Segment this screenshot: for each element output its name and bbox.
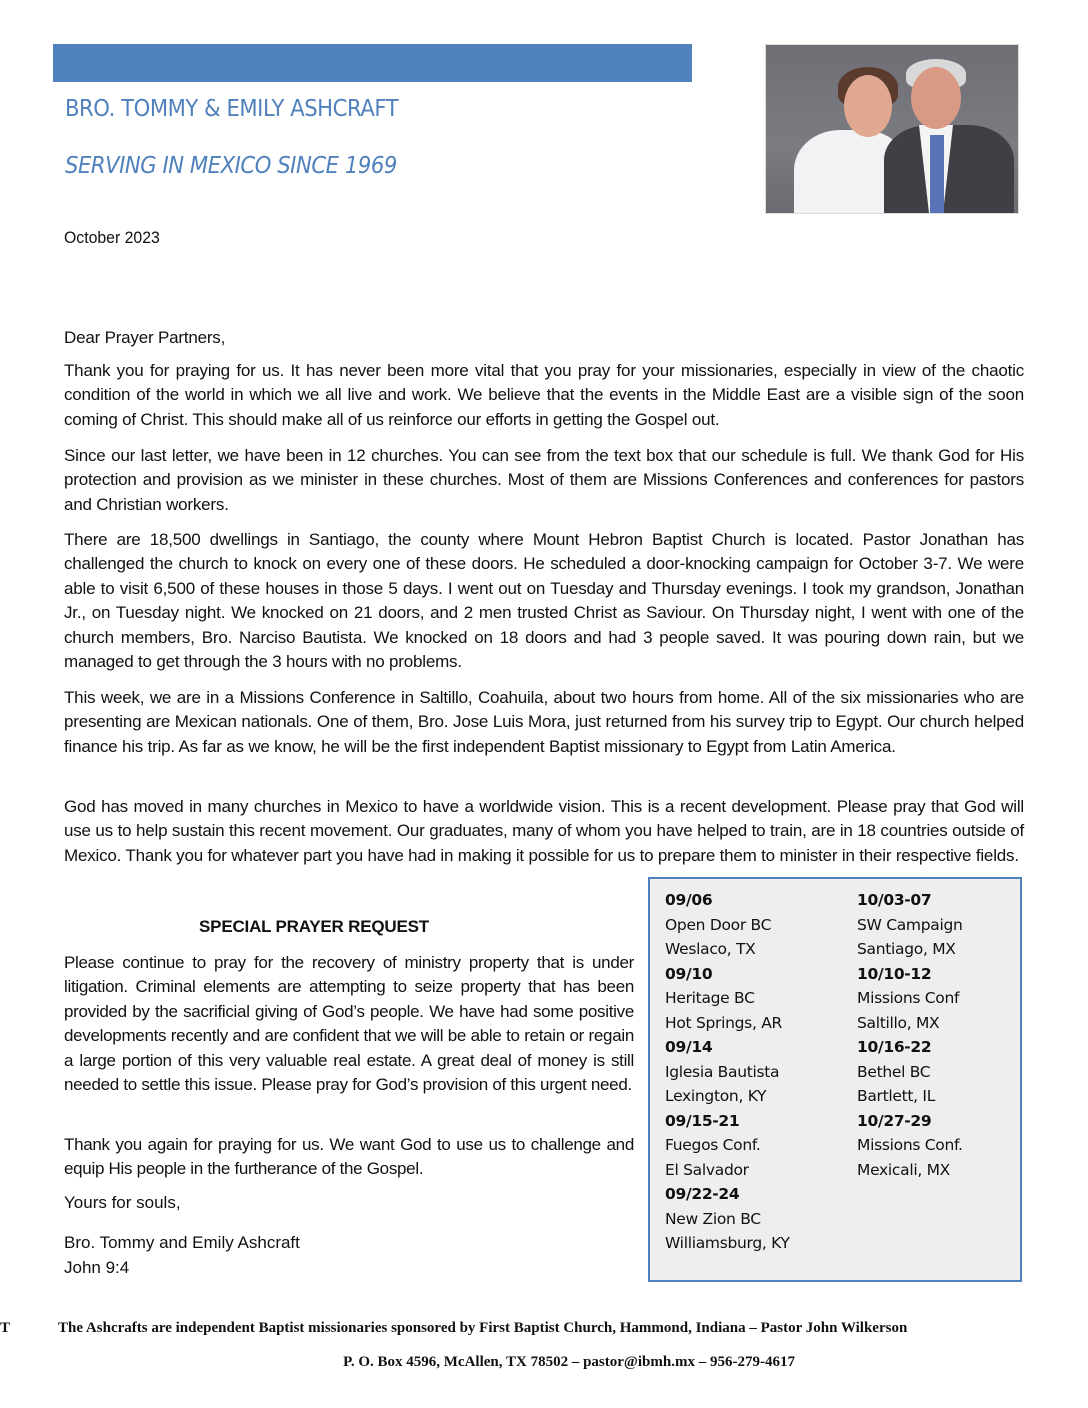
schedule-date: 10/27-29 <box>857 1111 932 1130</box>
footer-sponsor-text: The Ashcrafts are independent Baptist missionaries sponsored by First Baptist Church, Hammond, Indiana – Pastor John Wilkerson <box>58 1320 908 1336</box>
schedule-place: Missions Conf <box>857 989 960 1007</box>
schedule-place: Iglesia Bautista <box>665 1062 780 1081</box>
footer-contact-line: P. O. Box 4596, McAllen, TX 78502 – pastor@ibmh.mx – 956-279-4617 <box>343 1354 795 1370</box>
schedule-date: 09/15-21 <box>665 1111 740 1130</box>
schedule-date: 10/16-22 <box>857 1038 932 1056</box>
schedule-entry <box>665 1109 790 1183</box>
schedule-column-october <box>857 888 963 1182</box>
schedule-date: 09/22-24 <box>665 1185 740 1203</box>
thanks-paragraph: Thank you again for praying for us. We want God to use us to challenge and equip His people in the furtherance of the Gospel. <box>64 1135 634 1179</box>
schedule-entry <box>857 1109 963 1183</box>
schedule-entry <box>857 1035 963 1109</box>
schedule-date: 09/10 <box>665 964 713 983</box>
schedule-place: Heritage BC <box>665 989 755 1007</box>
letter-subtitle: SERVING IN MEXICO SINCE 1969 <box>65 153 397 179</box>
letter-date: October 2023 <box>64 228 160 247</box>
schedule-location: Saltillo, MX <box>857 1013 940 1032</box>
schedule-entry <box>665 1182 790 1256</box>
prayer-request-text: Please continue to pray for the recovery of ministry property that is under litigation. Criminal elements are attempting to seize property that has been provided by the sacrificial giving of God’s people. We have had some positive developments recently and are confident that we will be able to retain or regain a large portion of this very valuable real estate. A great deal of money is still needed to settle this issue. Please pray for God’s provision of this urgent need. <box>64 953 634 1095</box>
schedule-date: 09/14 <box>665 1038 713 1056</box>
schedule-place: Bethel BC <box>857 1062 931 1081</box>
photo-figure-man-head <box>911 67 961 129</box>
schedule-box <box>648 877 1022 1282</box>
schedule-entry <box>665 1035 790 1109</box>
schedule-date: 09/06 <box>665 891 713 909</box>
photo-figure-man-tie <box>930 135 944 214</box>
paragraph-1: Thank you for praying for us. It has never been more vital that you pray for your missionaries, especially in view of the chaotic condition of the world in which we all live and work. We believe that the events in the Middle East are a visible sign of the soon coming of Christ. This should make all of us reinforce our efforts in getting the Gospel out. <box>64 361 1024 429</box>
schedule-location: El Salvador <box>665 1160 749 1179</box>
schedule-entry <box>665 888 790 962</box>
letter-title: BRO. TOMMY & EMILY ASHCRAFT <box>65 96 399 122</box>
schedule-location: Lexington, KY <box>665 1087 767 1105</box>
closing: Yours for souls, <box>64 1193 181 1212</box>
schedule-entry <box>665 962 790 1036</box>
schedule-place: New Zion BC <box>665 1209 761 1228</box>
schedule-location: Mexicali, MX <box>857 1160 950 1179</box>
footer-mark: T <box>0 1320 11 1336</box>
paragraph-5: God has moved in many churches in Mexico to have a worldwide vision. This is a recent development. Please pray that God will use us to help sustain this recent movement. Our graduates, many of whom you have helped to train, are in 18 countries outside of Mexico. Thank you for whatever part you have had in making it possible for us to prepare them to minister in their respective fields. <box>64 797 1024 865</box>
schedule-place: Open Door BC <box>665 915 772 934</box>
schedule-date: 10/10-12 <box>857 964 932 983</box>
schedule-location: Santiago, MX <box>857 940 956 958</box>
schedule-place: Missions Conf. <box>857 1136 963 1154</box>
prayer-request-heading: SPECIAL PRAYER REQUEST <box>199 917 429 936</box>
paragraph-4: This week, we are in a Missions Conference in Saltillo, Coahuila, about two hours from home. All of the six missionaries who are presenting are Mexican nationals. One of them, Bro. Jose Luis Mora, just returned from his survey trip to Egypt. Our church helped finance his trip. As far as we know, he will be the first independent Baptist missionary to Egypt from Latin America. <box>64 688 1024 756</box>
schedule-location: Weslaco, TX <box>665 940 756 958</box>
schedule-column-september <box>665 888 790 1256</box>
verse-reference: John 9:4 <box>64 1258 130 1277</box>
schedule-place: Fuegos Conf. <box>665 1136 761 1154</box>
schedule-location: Williamsburg, KY <box>665 1234 790 1252</box>
schedule-entry <box>857 888 963 962</box>
photo-figure-woman-head <box>844 75 892 137</box>
schedule-location: Hot Springs, AR <box>665 1013 782 1032</box>
schedule-place: SW Campaign <box>857 915 963 934</box>
signature: Bro. Tommy and Emily Ashcraft <box>64 1233 300 1252</box>
schedule-entry <box>857 962 963 1036</box>
schedule-date: 10/03-07 <box>857 891 932 909</box>
header-accent-bar <box>53 44 692 82</box>
missionary-photo <box>765 44 1019 214</box>
paragraph-2: Since our last letter, we have been in 12 churches. You can see from the text box that our schedule is full. We thank God for His protection and provision as we minister in these churches. Most of them are Missions Conferences and conferences for pastors and Christian workers. <box>64 446 1024 514</box>
schedule-location: Bartlett, IL <box>857 1087 936 1105</box>
salutation: Dear Prayer Partners, <box>64 328 226 347</box>
paragraph-3: There are 18,500 dwellings in Santiago, the county where Mount Hebron Baptist Church is located. Pastor Jonathan has challenged the church to knock on every one of these doors. He scheduled a door-knocking campaign for October 3-7. We were able to visit 6,500 of these houses in those 5 days. I went out on Tuesday and Thursday evenings. I took my grandson, Jonathan Jr., on Tuesday night. We knocked on 21 doors, and 2 men trusted Christ as Saviour. On Thursday night, I went with one of the church members, Bro. Narciso Bautista. We knocked on 18 doors and had 3 people saved. It was pouring down rain, but we managed to get through the 3 hours with no problems. <box>64 530 1024 672</box>
